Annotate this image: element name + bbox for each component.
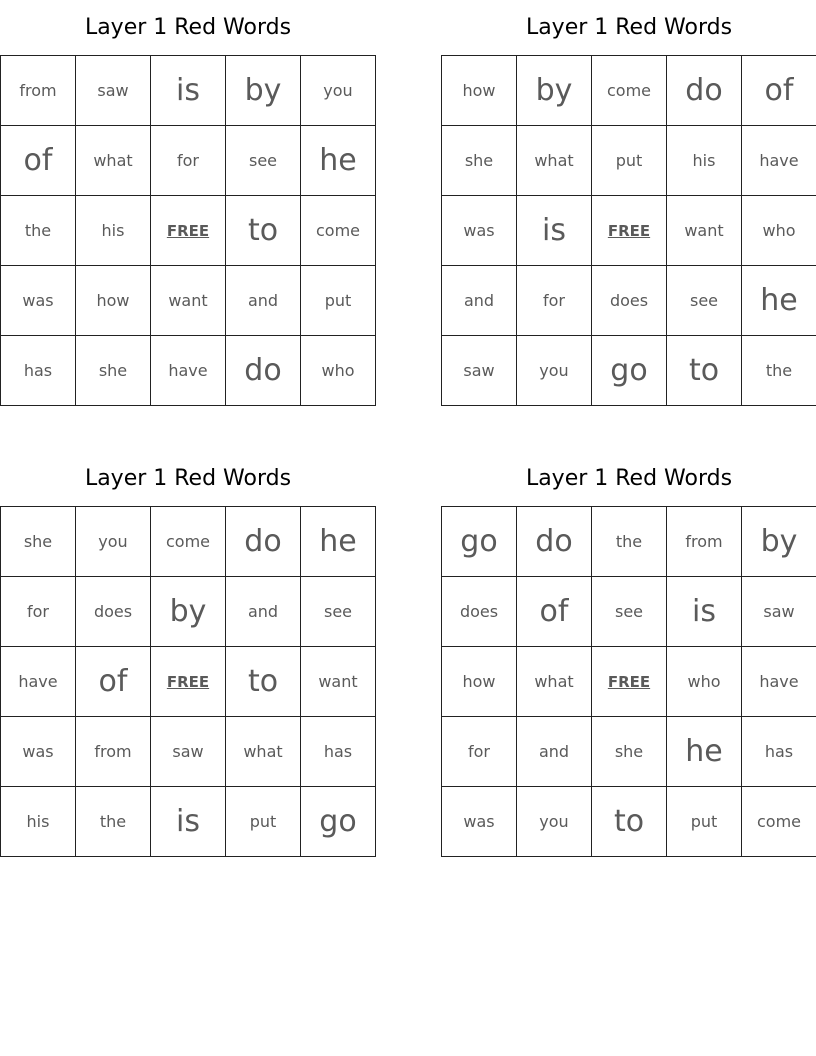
word-cell: from xyxy=(1,56,76,126)
word-cell: have xyxy=(742,647,816,717)
grid-row xyxy=(1,717,376,787)
word-cell: from xyxy=(667,507,742,577)
word-cell: do xyxy=(226,336,301,406)
word-cell: was xyxy=(442,196,517,266)
grid-row xyxy=(1,577,376,647)
word-cell: has xyxy=(742,717,816,787)
word-cell: she xyxy=(76,336,151,406)
bingo-grid xyxy=(0,506,376,857)
grid-row xyxy=(1,196,376,266)
word-cell: he xyxy=(742,266,816,336)
word-cell: he xyxy=(301,126,376,196)
word-cell: you xyxy=(301,56,376,126)
grid-row xyxy=(442,717,816,787)
word-cell: and xyxy=(226,577,301,647)
word-cell: how xyxy=(76,266,151,336)
word-cell: his xyxy=(667,126,742,196)
word-cell: saw xyxy=(151,717,226,787)
free-space-cell: FREE xyxy=(151,647,226,717)
word-cell: the xyxy=(592,507,667,577)
grid-row xyxy=(442,577,816,647)
word-cell: have xyxy=(1,647,76,717)
bingo-grid xyxy=(0,55,376,406)
word-cell: from xyxy=(76,717,151,787)
word-cell: you xyxy=(517,787,592,857)
grid-row xyxy=(1,787,376,857)
word-cell: who xyxy=(301,336,376,406)
free-space-cell: FREE xyxy=(592,196,667,266)
word-cell: for xyxy=(151,126,226,196)
word-cell: saw xyxy=(76,56,151,126)
word-cell: who xyxy=(667,647,742,717)
grid-row xyxy=(1,507,376,577)
grid-row xyxy=(442,647,816,717)
word-cell: was xyxy=(442,787,517,857)
word-cell: by xyxy=(151,577,226,647)
word-cell: and xyxy=(226,266,301,336)
grid-row xyxy=(442,787,816,857)
word-cell: put xyxy=(667,787,742,857)
word-cell: to xyxy=(226,196,301,266)
grid-row xyxy=(1,126,376,196)
word-cell: and xyxy=(442,266,517,336)
word-cell: what xyxy=(226,717,301,787)
grid-row xyxy=(1,266,376,336)
word-cell: the xyxy=(76,787,151,857)
grid-row xyxy=(442,126,816,196)
word-cell: does xyxy=(592,266,667,336)
word-cell: the xyxy=(1,196,76,266)
word-cell: go xyxy=(592,336,667,406)
word-cell: see xyxy=(592,577,667,647)
card-title: Layer 1 Red Words xyxy=(84,466,292,491)
word-cell: to xyxy=(226,647,301,717)
word-cell: what xyxy=(517,647,592,717)
grid-row xyxy=(442,336,816,406)
word-cell: his xyxy=(1,787,76,857)
word-cell: you xyxy=(517,336,592,406)
word-cell: does xyxy=(76,577,151,647)
word-cell: what xyxy=(517,126,592,196)
word-cell: by xyxy=(226,56,301,126)
word-cell: who xyxy=(742,196,816,266)
card-title: Layer 1 Red Words xyxy=(84,15,292,40)
word-cell: is xyxy=(151,56,226,126)
word-cell: to xyxy=(592,787,667,857)
word-cell: come xyxy=(742,787,816,857)
word-cell: of xyxy=(1,126,76,196)
word-cell: how xyxy=(442,56,517,126)
word-cell: how xyxy=(442,647,517,717)
word-cell: is xyxy=(151,787,226,857)
word-cell: see xyxy=(301,577,376,647)
word-cell: want xyxy=(301,647,376,717)
word-cell: the xyxy=(742,336,816,406)
word-cell: see xyxy=(226,126,301,196)
word-cell: and xyxy=(517,717,592,787)
word-cell: does xyxy=(442,577,517,647)
word-cell: saw xyxy=(742,577,816,647)
word-cell: do xyxy=(667,56,742,126)
free-space-cell: FREE xyxy=(592,647,667,717)
word-cell: want xyxy=(151,266,226,336)
word-cell: you xyxy=(76,507,151,577)
word-cell: was xyxy=(1,266,76,336)
grid-row xyxy=(442,56,816,126)
word-cell: he xyxy=(667,717,742,787)
word-cell: go xyxy=(301,787,376,857)
word-cell: for xyxy=(1,577,76,647)
grid-row xyxy=(442,507,816,577)
word-cell: has xyxy=(301,717,376,787)
grid-row xyxy=(442,266,816,336)
bingo-grid xyxy=(441,55,816,406)
word-cell: has xyxy=(1,336,76,406)
word-cell: put xyxy=(592,126,667,196)
word-cell: by xyxy=(517,56,592,126)
word-cell: his xyxy=(76,196,151,266)
grid-row xyxy=(442,196,816,266)
card-title: Layer 1 Red Words xyxy=(525,466,733,491)
word-cell: have xyxy=(742,126,816,196)
word-cell: come xyxy=(151,507,226,577)
word-cell: is xyxy=(667,577,742,647)
word-cell: do xyxy=(226,507,301,577)
word-cell: of xyxy=(517,577,592,647)
word-cell: of xyxy=(76,647,151,717)
word-cell: have xyxy=(151,336,226,406)
word-cell: come xyxy=(301,196,376,266)
word-cell: for xyxy=(442,717,517,787)
grid-row xyxy=(1,56,376,126)
word-cell: to xyxy=(667,336,742,406)
word-cell: she xyxy=(442,126,517,196)
word-cell: for xyxy=(517,266,592,336)
word-cell: saw xyxy=(442,336,517,406)
word-cell: she xyxy=(592,717,667,787)
word-cell: go xyxy=(442,507,517,577)
word-cell: is xyxy=(517,196,592,266)
word-cell: he xyxy=(301,507,376,577)
bingo-grid xyxy=(441,506,816,857)
grid-row xyxy=(1,647,376,717)
word-cell: do xyxy=(517,507,592,577)
word-cell: want xyxy=(667,196,742,266)
word-cell: see xyxy=(667,266,742,336)
grid-row xyxy=(1,336,376,406)
word-cell: was xyxy=(1,717,76,787)
word-cell: what xyxy=(76,126,151,196)
free-space-cell: FREE xyxy=(151,196,226,266)
word-cell: of xyxy=(742,56,816,126)
word-cell: come xyxy=(592,56,667,126)
word-cell: by xyxy=(742,507,816,577)
card-title: Layer 1 Red Words xyxy=(525,15,733,40)
word-cell: she xyxy=(1,507,76,577)
word-cell: put xyxy=(301,266,376,336)
word-cell: put xyxy=(226,787,301,857)
